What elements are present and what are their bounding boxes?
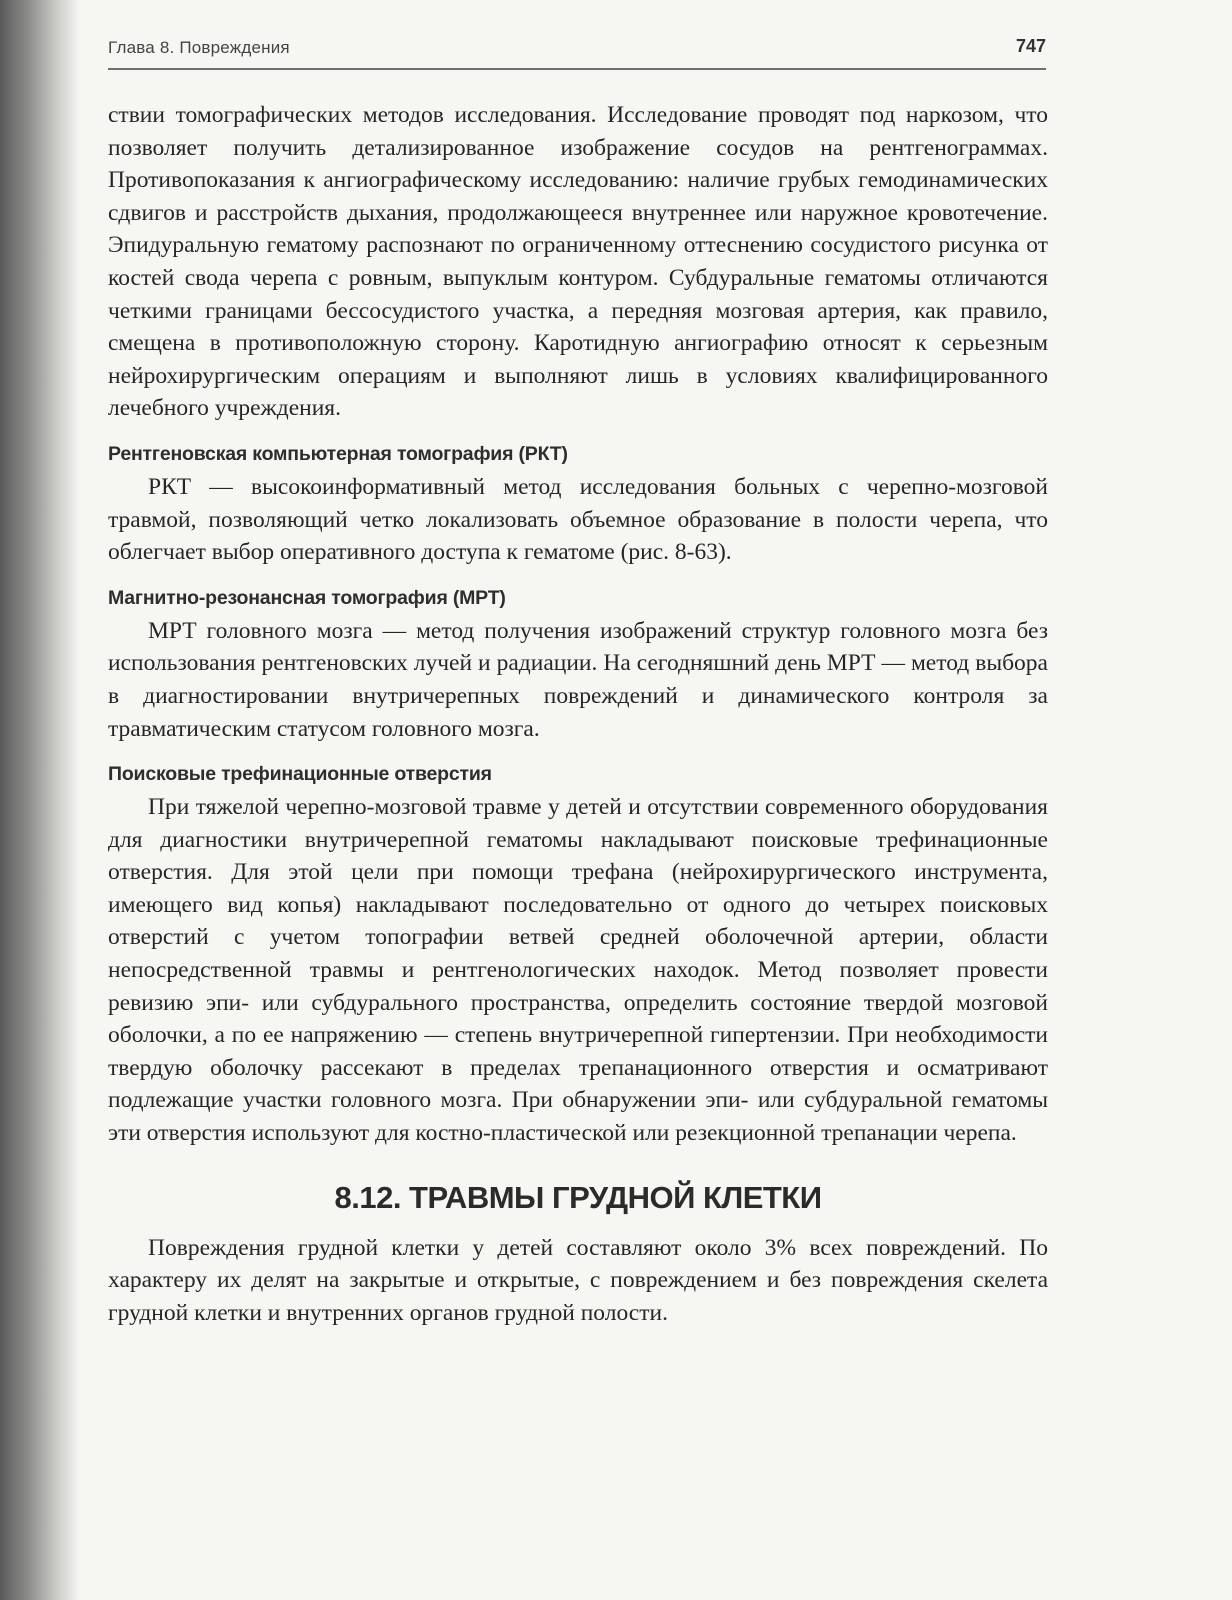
paragraph-chest: Повреждения грудной клетки у детей составляют около 3% всех повреждений. По характеру их делят на закрытые и открытые, с повреждением и без повреждения скелета грудной клетки и внутренних органов грудной полости. [108,1234,1048,1326]
page-header [108,34,1046,70]
subheading-trephine: Поисковые трефинационные отверстия [108,763,492,786]
page-body [108,99,1048,1329]
paragraph-rkt: РКТ — высокоинформативный метод исследования больных с черепно-мозговой травмой, позволяющий четко локализовать объемное образование в полости черепа, что облегчает выбор оперативного доступа к гематоме (рис. 8-63). [108,473,1048,566]
running-head: Глава 8. Повреждения [108,38,290,57]
paragraph-angiography-continued: ствии томографических методов исследования. Исследование проводят под наркозом, что позволяет получить детализированное изображение сосудов на рентгенограммах. Противопоказания к ангиографическому исследованию: наличие грубых гемодинамических сдвигов и расстройств дыхания, продолжающееся внутреннее или наружное кровотечение. Эпидуральную гематому распознают по ограниченному оттеснению сосудистого рисунка от костей свода черепа с ровным, выпуклым контуром. Субдуральные гематомы отличаются четкими границами бессосудистого участка, а передняя мозговая артерия, как правило, смещена в противоположную сторону. Каротидную ангиографию относят к серьезным нейрохирургическим операциям и выполняют лишь в условиях квалифицированного лечебного учреждения. [108,102,1048,422]
subheading-mrt: Магнитно-резонансная томография (МРТ) [108,586,506,609]
paragraph-mrt: МРТ головного мозга — метод получения изображений структур головного мозга без использования рентгеновских лучей и радиации. На сегодняшний день МРТ — метод выбора в диагностировании внутричерепных повреждений и динамического контроля за травматическим статусом головного мозга. [108,617,1048,742]
section-title: 8.12. ТРАВМЫ ГРУДНОЙ КЛЕТКИ [334,1179,822,1215]
page-number: 747 [1015,36,1046,56]
subheading-rkt: Рентгеновская компьютерная томография (РКТ) [108,442,568,465]
paragraph-trephine: При тяжелой черепно-мозговой травме у детей и отсутствии современного оборудования для диагностики внутричерепной гематомы накладывают поисковые трефинационные отверстия. Для этой цели при помощи трефана (нейрохирургического инструмента, имеющего вид копья) накладывают последовательно от одного до четырех поисковых отверстий с учетом топографии ветвей средней оболочечной артерии, области непосредственной травмы и рентгенологических находок. Метод позволяет провести ревизию эпи- или субдурального пространства, определить состояние твердой мозговой оболочки, а по ее напряжению — степень внутричерепной гипертензии. При необходимости твердую оболочку рассекают в пределах трепанационного отверстия и осматривают подлежащие участки головного мозга. При обнаружении эпи- или субдуральной гематомы эти отверстия используют для костно-пластической или резекционной трепанации черепа. [108,794,1048,1147]
spine-shadow [0,0,80,1600]
